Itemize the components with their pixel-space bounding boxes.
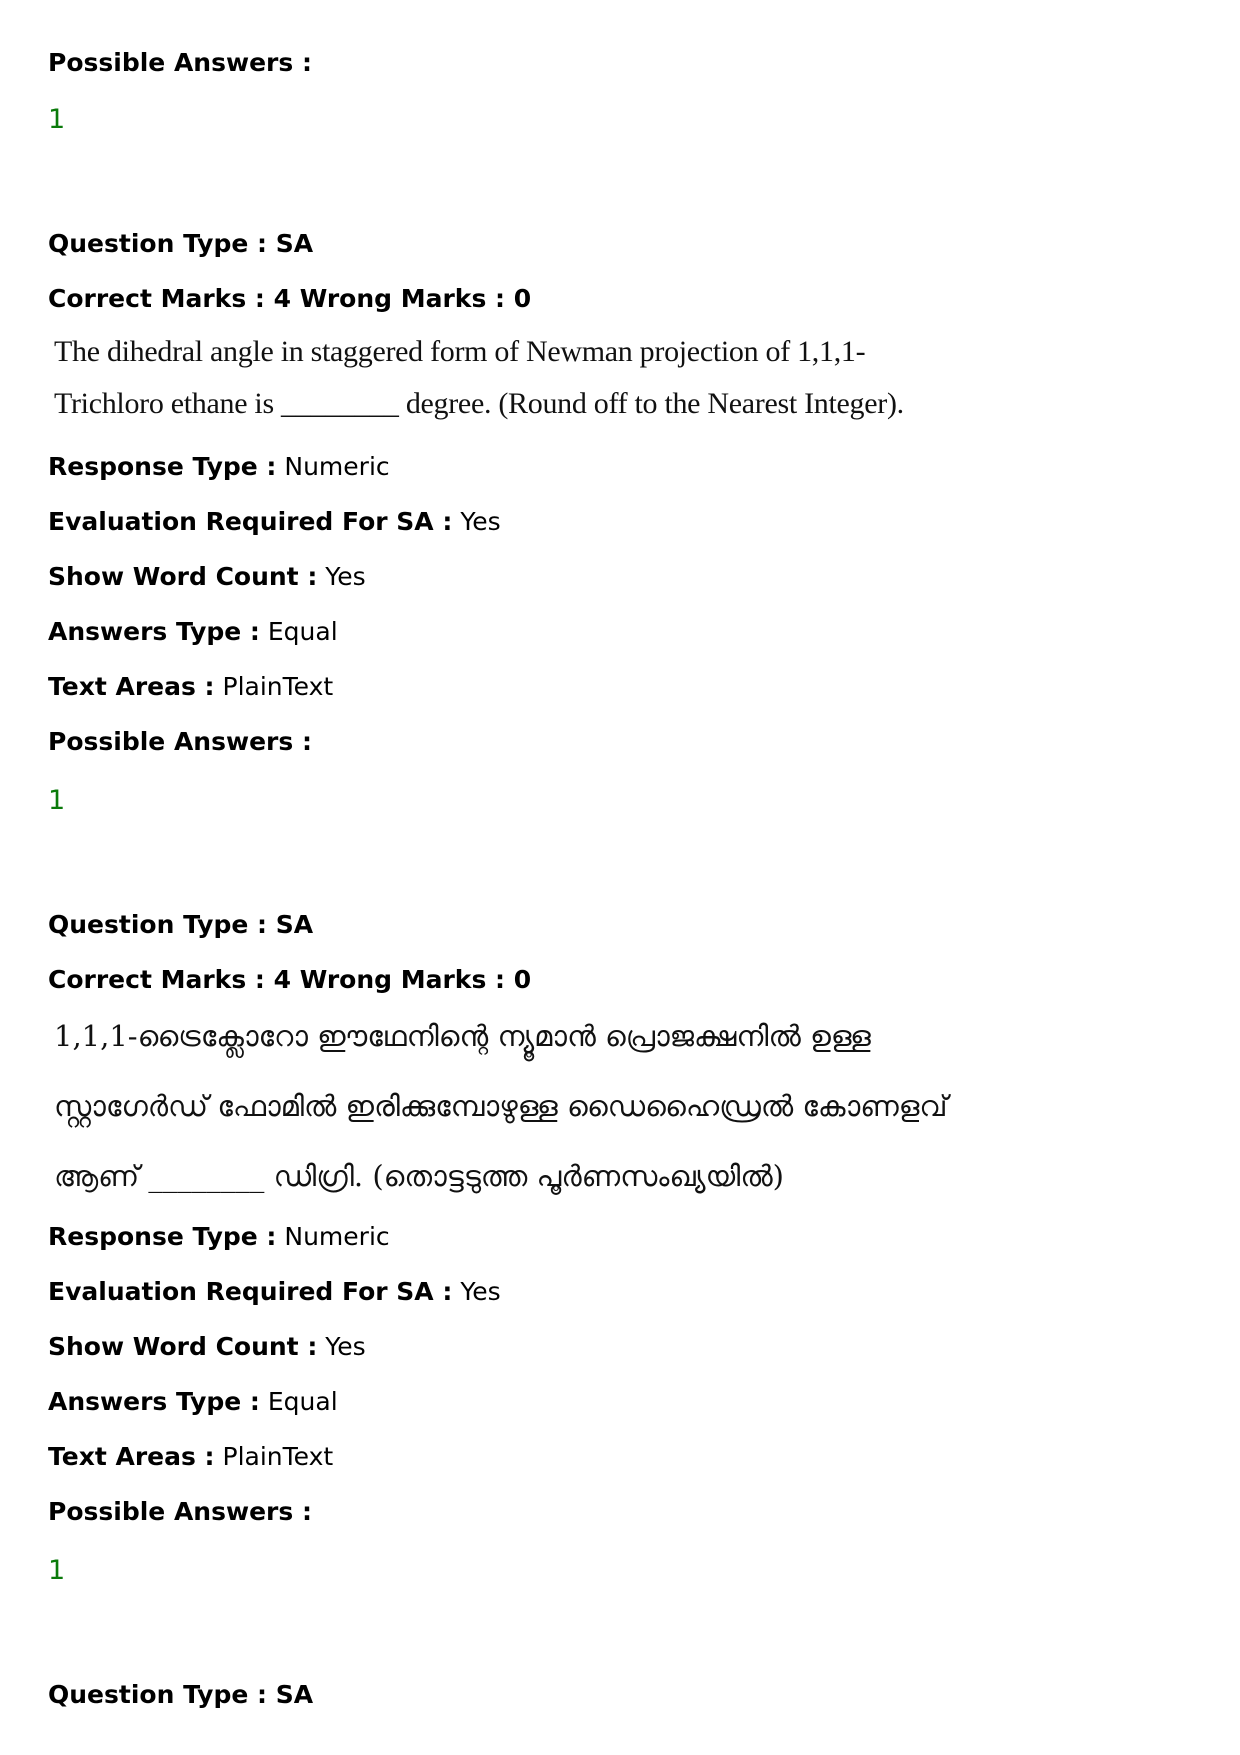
- word-count-value: Yes: [325, 1332, 366, 1361]
- marks-label: Correct Marks : 4 Wrong Marks : 0: [48, 965, 532, 994]
- possible-answer-value: 1: [48, 785, 66, 816]
- evaluation-value: Yes: [460, 1277, 501, 1306]
- word-count-row: [48, 562, 366, 592]
- evaluation-label: Evaluation Required For SA :: [48, 507, 453, 536]
- answers-type-label: Answers Type :: [48, 1387, 260, 1416]
- question-type-label: Question Type : SA: [48, 910, 314, 939]
- possible-answer-value: 1: [48, 1555, 66, 1586]
- possible-answers-label: Possible Answers :: [48, 1497, 312, 1526]
- answers-type-value: Equal: [267, 617, 338, 646]
- text-areas-label: Text Areas :: [48, 1442, 215, 1471]
- evaluation-value: Yes: [460, 507, 501, 536]
- response-type-row: [48, 452, 390, 482]
- response-type-value: Numeric: [284, 1222, 390, 1251]
- text-areas-value: PlainText: [222, 1442, 334, 1471]
- text-areas-label: Text Areas :: [48, 672, 215, 701]
- word-count-label: Show Word Count :: [48, 562, 318, 591]
- answers-type-label: Answers Type :: [48, 617, 260, 646]
- response-type-label: Response Type :: [48, 452, 277, 481]
- evaluation-row: [48, 1277, 501, 1307]
- response-type-row: [48, 1222, 390, 1252]
- answers-type-value: Equal: [267, 1387, 338, 1416]
- question-text-malayalam: 1,1,1-ട്രൈക്ലോറോ ഈഥേനിന്റെ ന്യൂമാൻ പ്രൊജക്ഷനിൽ ഉള്ള സ്റ്റാഗേർഡ് ഫോമിൽ ഇരിക്കുമ്പോഴുള്ള ഡൈഹൈഡ്രൽ കോണളവ് ആണ് ________ ഡിഗ്രി. (തൊട്ടടുത്ത പൂർണസംഖ്യയിൽ): [54, 1019, 948, 1193]
- response-type-value: Numeric: [284, 452, 390, 481]
- possible-answers-label: Possible Answers :: [48, 48, 312, 77]
- question-type-label: Question Type : SA: [48, 229, 314, 258]
- possible-answers-label: Possible Answers :: [48, 727, 312, 756]
- word-count-label: Show Word Count :: [48, 1332, 318, 1361]
- evaluation-label: Evaluation Required For SA :: [48, 1277, 453, 1306]
- text-areas-row: [48, 672, 333, 702]
- evaluation-row: [48, 507, 501, 537]
- question-text: The dihedral angle in staggered form of Newman projection of 1,1,1-Trichloro ethane is ________ degree. (Round off to the Nearest Integer).: [54, 335, 904, 420]
- word-count-value: Yes: [325, 562, 366, 591]
- response-type-label: Response Type :: [48, 1222, 277, 1251]
- word-count-row: [48, 1332, 366, 1362]
- marks-label: Correct Marks : 4 Wrong Marks : 0: [48, 284, 532, 313]
- question-type-label: Question Type : SA: [48, 1680, 314, 1709]
- possible-answer-value: 1: [48, 104, 66, 135]
- text-areas-value: PlainText: [222, 672, 334, 701]
- text-areas-row: [48, 1442, 333, 1472]
- answers-type-row: [48, 1387, 338, 1417]
- answers-type-row: [48, 617, 338, 647]
